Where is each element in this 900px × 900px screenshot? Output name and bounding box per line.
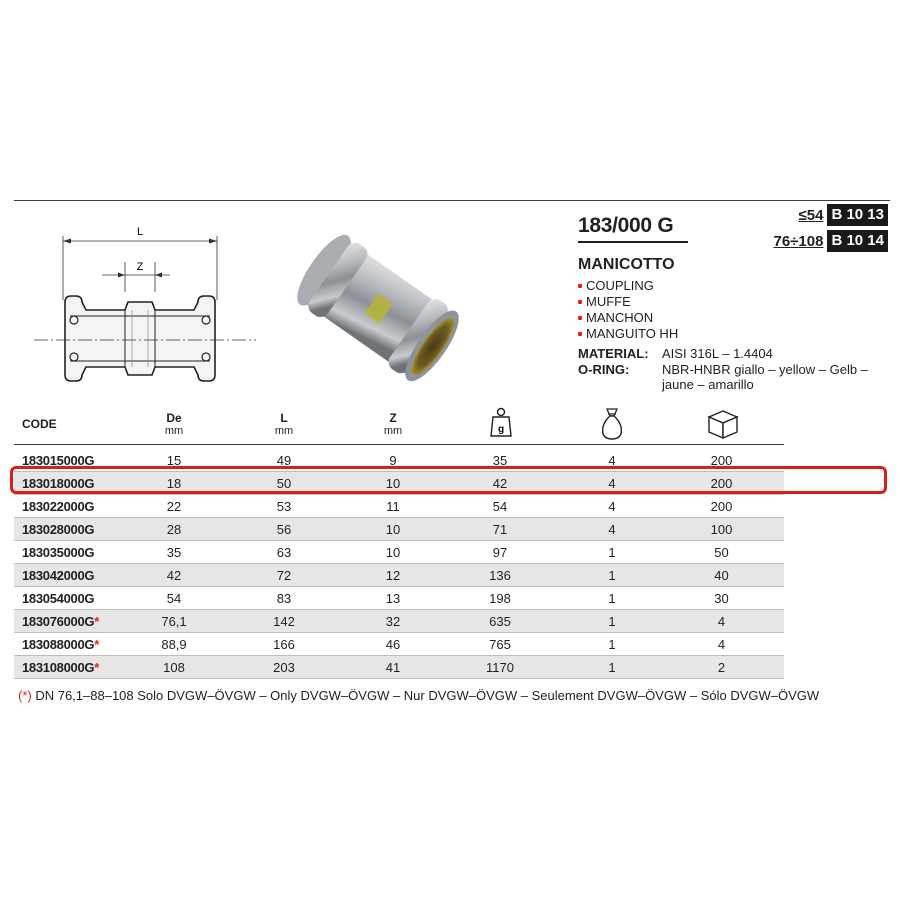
cell-de: 35 — [166, 545, 182, 560]
column-unit: mm — [274, 425, 294, 437]
table-header — [14, 404, 890, 444]
cell-z: 10 — [385, 476, 401, 491]
cell-bag: 4 — [608, 499, 616, 514]
cell-box: 2 — [717, 660, 726, 675]
cell-box: 100 — [710, 522, 733, 537]
bag-icon — [599, 406, 625, 442]
product-name: MANICOTTO — [578, 256, 675, 273]
cell-l: 142 — [273, 614, 295, 629]
translation-fr: MANCHON — [578, 310, 678, 326]
cell-z: 12 — [385, 568, 401, 583]
code-value: 183054000G — [22, 591, 95, 606]
cell-g: 136 — [489, 568, 511, 583]
column-header-l — [264, 412, 304, 438]
cell-bag: 1 — [608, 545, 616, 560]
standard-badge-small — [799, 204, 888, 226]
code-value: 183015000G — [22, 453, 95, 468]
row-rule — [14, 678, 784, 679]
highlighted-row-outline — [10, 466, 887, 494]
cell-bag: 1 — [608, 591, 616, 606]
cell-l: 63 — [276, 545, 292, 560]
code-value: 183076000G — [22, 614, 95, 629]
weight-icon — [488, 406, 514, 440]
cell-g: 35 — [492, 453, 508, 468]
cell-de: 15 — [166, 453, 182, 468]
code-star: * — [94, 660, 99, 675]
cell-g: 635 — [489, 614, 511, 629]
footnote-star: (*) — [18, 688, 32, 703]
cell-box: 40 — [714, 568, 729, 583]
cell-z: 9 — [389, 453, 397, 468]
cell-bag: 1 — [608, 614, 616, 629]
column-unit: mm — [164, 425, 184, 437]
column-unit: mm — [383, 425, 403, 437]
cell-de: 108 — [163, 660, 185, 675]
dimension-l-label: L — [136, 226, 144, 238]
translation-es: MANGUITO HH — [578, 326, 678, 342]
cell-bag: 4 — [608, 453, 616, 468]
cell-de: 76,1 — [161, 614, 187, 629]
cell-de: 54 — [166, 591, 182, 606]
cell-g: 97 — [492, 545, 508, 560]
cell-g: 198 — [489, 591, 511, 606]
box-icon — [706, 408, 740, 440]
cell-code — [22, 637, 99, 652]
cell-g: 42 — [492, 476, 508, 491]
cell-box: 200 — [710, 453, 733, 468]
code-value: 183022000G — [22, 499, 95, 514]
cell-bag: 4 — [608, 476, 616, 491]
cell-g: 71 — [492, 522, 508, 537]
oring-label: O-RING: — [578, 362, 630, 377]
cell-box: 50 — [714, 545, 729, 560]
cell-box: 200 — [710, 499, 733, 514]
column-label: L — [280, 411, 288, 425]
cell-box: 4 — [717, 614, 726, 629]
cell-bag: 1 — [608, 637, 616, 652]
table-row — [14, 541, 784, 564]
cell-z: 10 — [385, 545, 401, 560]
cell-z: 13 — [385, 591, 401, 606]
header-rule — [14, 444, 784, 445]
cell-l: 166 — [273, 637, 295, 652]
cell-bag: 4 — [608, 522, 616, 537]
cell-box: 30 — [714, 591, 729, 606]
cell-l: 56 — [276, 522, 292, 537]
translation-de: MUFFE — [578, 294, 678, 310]
cell-code — [22, 591, 94, 606]
table-row — [14, 610, 784, 633]
code-value: 183035000G — [22, 545, 95, 560]
table-row — [14, 587, 784, 610]
title-underline — [578, 241, 688, 243]
cell-z: 46 — [385, 637, 401, 652]
cell-de: 42 — [166, 568, 182, 583]
cell-z: 10 — [385, 522, 401, 537]
cell-g: 765 — [489, 637, 511, 652]
code-value: 183042000G — [22, 568, 95, 583]
footnote-text: DN 76,1–88–108 Solo DVGW–ÖVGW – Only DVGW–ÖVGW – Nur DVGW–ÖVGW – Seulement DVGW–ÖVGW – Sólo DVGW–ÖVGW — [31, 688, 820, 703]
badge-size: 76÷108 — [773, 232, 824, 250]
cell-l: 83 — [276, 591, 292, 606]
column-label: Z — [389, 411, 397, 425]
footnote — [18, 688, 819, 703]
code-star: * — [94, 614, 99, 629]
weight-unit: g — [497, 424, 505, 435]
product-code-title: 183/000 G — [578, 214, 674, 237]
cell-bag: 1 — [608, 660, 616, 675]
standard-badge-large — [774, 230, 889, 252]
cell-de: 88,9 — [161, 637, 187, 652]
translation-en: COUPLING — [578, 278, 678, 294]
cell-bag: 1 — [608, 568, 616, 583]
badge-size: ≤54 — [798, 206, 824, 224]
oring-value: NBR-HNBR giallo – yellow – Gelb – jaune – amarillo — [662, 362, 868, 392]
table-row — [14, 633, 784, 656]
cell-l: 53 — [276, 499, 292, 514]
cell-de: 22 — [166, 499, 182, 514]
product-photo — [278, 228, 478, 388]
top-divider — [14, 200, 890, 201]
table-row — [14, 495, 784, 518]
cell-code — [22, 545, 94, 560]
table-row — [14, 564, 784, 587]
material-label: MATERIAL: — [578, 346, 649, 361]
cell-code — [22, 660, 99, 675]
cell-g: 54 — [492, 499, 508, 514]
column-header-z — [373, 412, 413, 438]
cell-box: 4 — [717, 637, 726, 652]
column-label: De — [166, 411, 182, 425]
cell-de: 18 — [166, 476, 182, 491]
badge-code: B 10 14 — [827, 230, 888, 252]
cell-box: 200 — [710, 476, 733, 491]
cell-l: 203 — [273, 660, 295, 675]
cell-code — [22, 499, 94, 514]
technical-drawing — [30, 220, 260, 390]
cell-z: 11 — [386, 499, 400, 514]
table-row — [14, 656, 784, 679]
cell-z: 41 — [385, 660, 401, 675]
column-header-code: CODE — [22, 417, 57, 431]
cell-l: 49 — [276, 453, 292, 468]
cell-g: 1170 — [486, 660, 514, 675]
code-star: * — [94, 637, 99, 652]
column-header-de — [154, 412, 194, 438]
cell-z: 32 — [385, 614, 401, 629]
cell-code — [22, 568, 94, 583]
cell-code — [22, 614, 99, 629]
badge-code: B 10 13 — [827, 204, 888, 226]
code-value: 183088000G — [22, 637, 95, 652]
cell-l: 72 — [276, 568, 292, 583]
table-row — [14, 518, 784, 541]
translations-list — [578, 278, 678, 342]
code-value: 183028000G — [22, 522, 95, 537]
cell-de: 28 — [166, 522, 182, 537]
code-value: 183108000G — [22, 660, 95, 675]
code-value: 183018000G — [22, 476, 95, 491]
material-value: AISI 316L – 1.4404 — [662, 346, 773, 361]
dimension-z-label: Z — [136, 261, 144, 273]
cell-l: 50 — [276, 476, 292, 491]
cell-code — [22, 522, 94, 537]
